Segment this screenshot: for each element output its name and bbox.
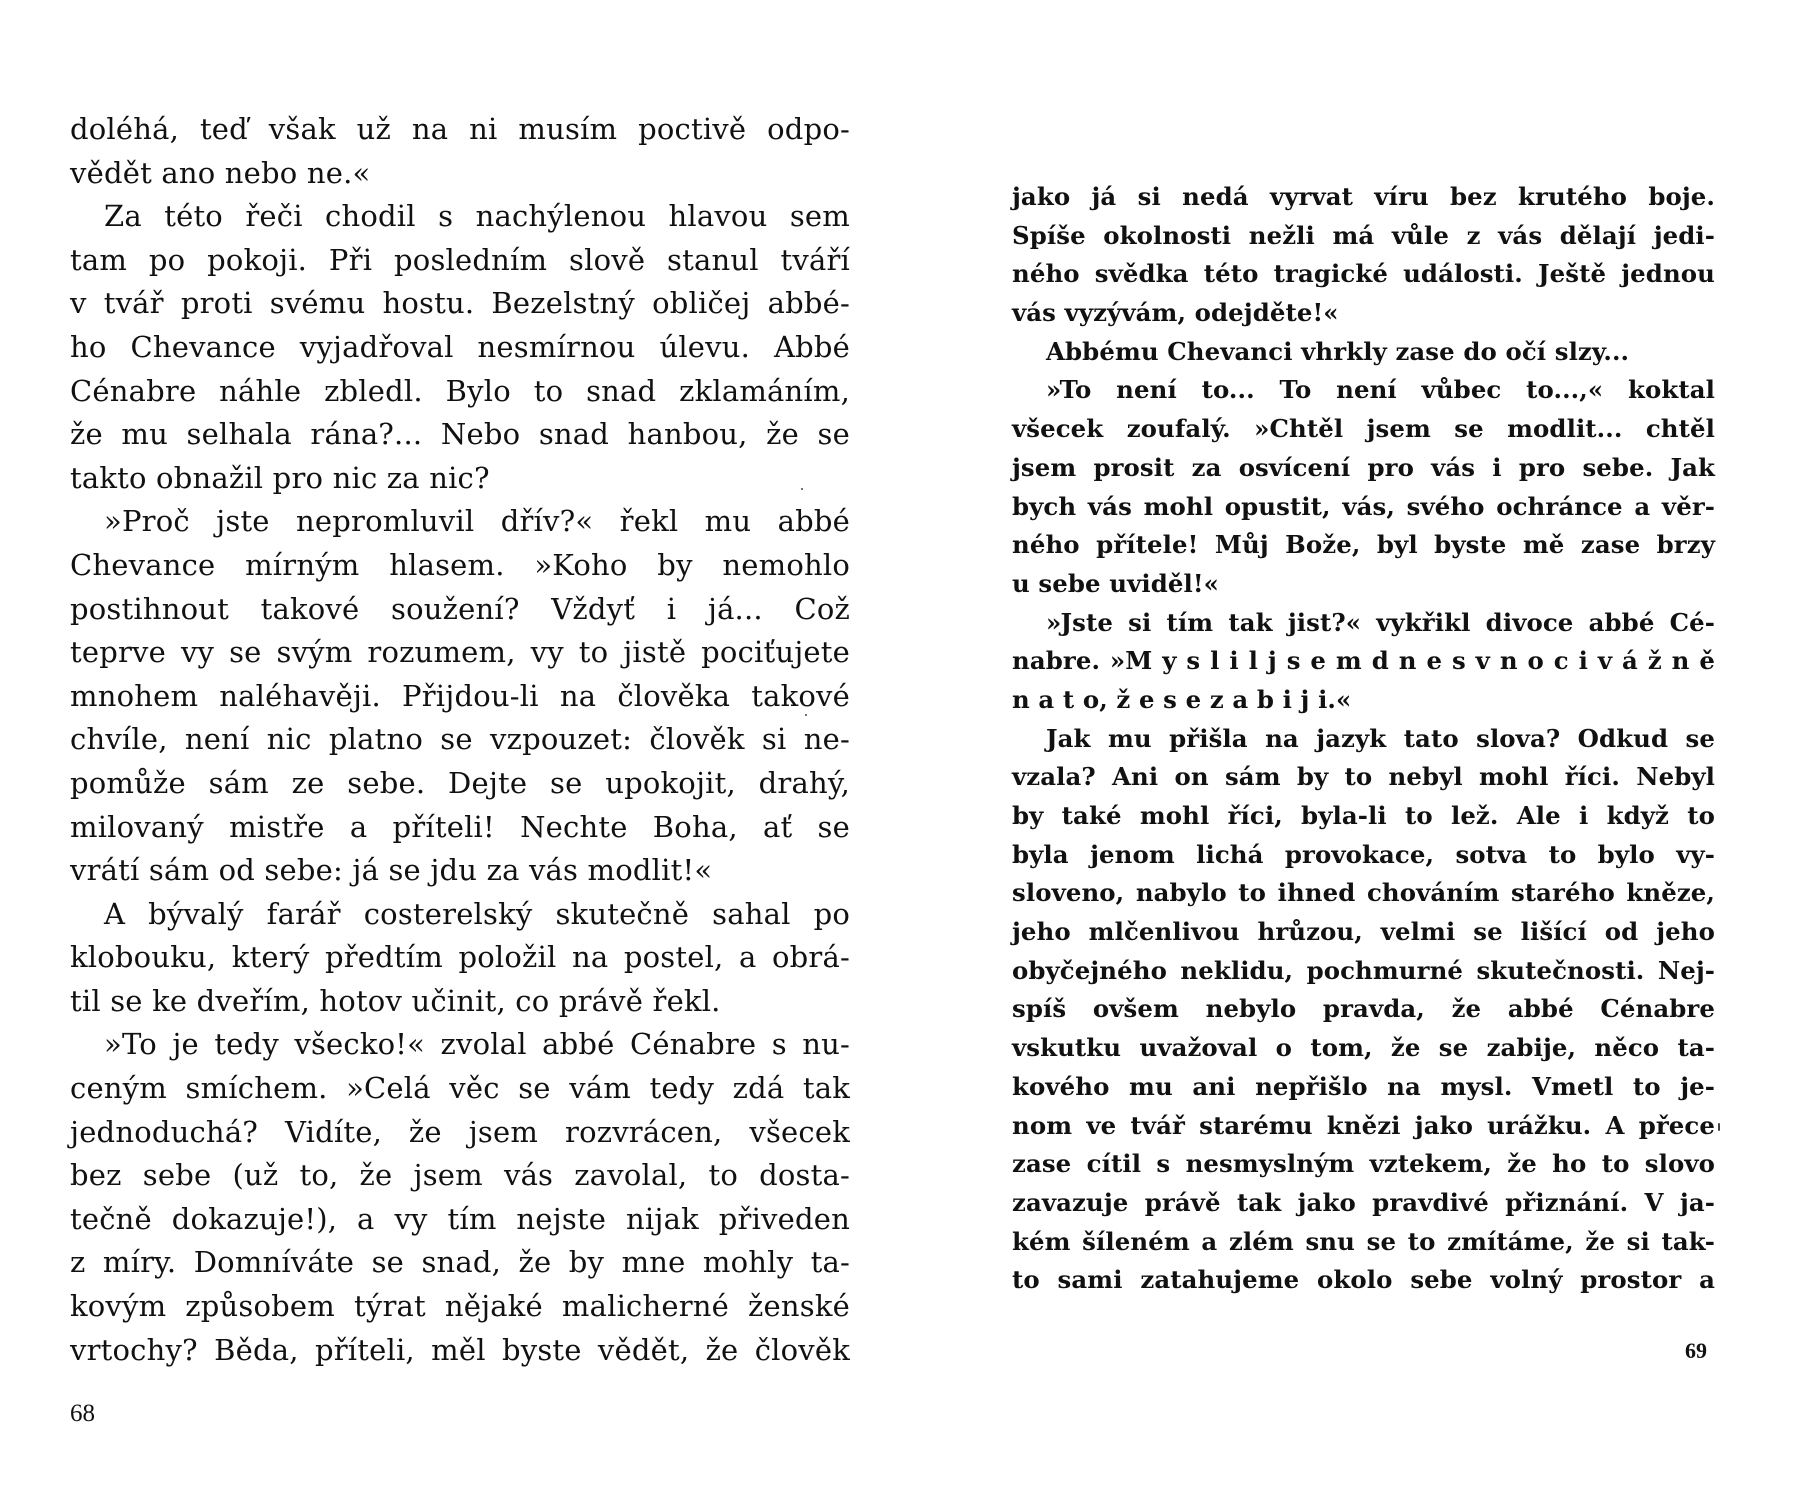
print-speck (805, 714, 807, 716)
text-line: vrátí sám od sebe: já se jdu za vás modlit!« (70, 853, 713, 888)
text-line: jeho mlčenlivou hrůzou, velmi se lišící od jeho (1012, 917, 1715, 947)
text-line: vrtochy? Běda, příteli, měl byste vědět, že člověk (70, 1332, 850, 1367)
text-line: til se ke dveřím, hotov učinit, co právě řekl. (70, 983, 721, 1018)
text-line: bych vás mohl opustit, vás, svého ochránce a věr- (1012, 491, 1715, 521)
text-line: »To není to... To není vůbec to...,« koktal (1046, 375, 1715, 405)
left-page (70, 108, 850, 1372)
text-line: chvíle, není nic platno se vzpouzet: člověk si ne- (70, 722, 850, 757)
left-page-text (70, 108, 850, 1372)
text-line: všecek zoufalý. »Chtěl jsem se modlit... chtěl (1012, 414, 1715, 444)
text-line: nabre. »M y s l i l j s e m d n e s v n o c i v á ž n ě (1012, 646, 1715, 676)
text-line: ceným smíchem. »Celá věc se vám tedy zdá tak (70, 1071, 850, 1106)
text-line: Cénabre náhle zbledl. Bylo to snad zklamáním, (70, 373, 850, 408)
text-line: Za této řeči chodil s nachýlenou hlavou sem (104, 199, 850, 234)
text-line: zase cítil s nesmyslným vztekem, že ho to slovo (1012, 1149, 1715, 1179)
text-line: to sami zatahujeme okolo sebe volný prostor a (1012, 1265, 1715, 1295)
text-line: v tvář proti svému hostu. Bezelstný obličej abbé- (70, 286, 850, 321)
text-line: Chevance mírným hlasem. »Koho by nemohlo (70, 547, 850, 582)
right-page-number: 69 (1685, 1338, 1707, 1363)
text-line: spíš ovšem nebylo pravda, že abbé Cénabre (1012, 994, 1715, 1024)
left-page-number: 68 (70, 1400, 95, 1427)
text-line: n a t o, ž e s e z a b i j i.« (1012, 684, 1352, 714)
text-line: jednoduchá? Vidíte, že jsem rozvrácen, všecek (70, 1114, 850, 1149)
text-line: »Jste si tím tak jist?« vykřikl divoce abbé Cé- (1046, 607, 1715, 637)
text-line: klobouku, který předtím položil na postel, a obrá- (70, 940, 850, 975)
text-line: A bývalý farář costerelský skutečně sahal po (104, 896, 850, 931)
text-line: Spíše okolnosti nežli má vůle z vás dělají jedi- (1012, 220, 1715, 250)
text-line: tam po pokoji. Při posledním slově stanul tváří (70, 242, 850, 277)
text-line: vzala? Ani on sám by to nebyl mohl říci. Nebyl (1012, 762, 1715, 792)
text-line: ného svědka této tragické události. Ještě jednou (1012, 259, 1715, 289)
right-page (1012, 178, 1715, 1300)
text-line: takto obnažil pro nic za nic? (70, 460, 490, 495)
text-line: postihnout takové soužení? Vždyť i já... Což (70, 591, 850, 626)
print-speck (801, 488, 803, 490)
text-line: by také mohl říci, byla-li to lež. Ale i když to (1012, 801, 1715, 830)
right-page-text (1012, 178, 1715, 1300)
text-line: bez sebe (už to, že jsem vás zavolal, to dosta- (70, 1158, 850, 1193)
text-line: jako já si nedá vyrvat víru bez krutého boje. (1012, 182, 1715, 211)
text-line: kovým způsobem týrat nějaké malicherné ženské (70, 1289, 850, 1324)
text-line: zavazuje právě tak jako pravdivé přiznání. V ja- (1012, 1187, 1715, 1217)
print-speck (1718, 1123, 1720, 1131)
text-line: vás vyzývám, odejděte!« (1012, 298, 1339, 328)
text-line: kového mu ani nepřišlo na mysl. Vmetl to je- (1012, 1071, 1715, 1101)
text-line: teprve vy se svým rozumem, vy to jistě pociťujete (70, 635, 850, 670)
text-line: ho Chevance vyjadřoval nesmírnou úlevu. Abbé (70, 329, 850, 364)
text-line: z míry. Domníváte se snad, že by mne mohly ta- (70, 1245, 850, 1280)
text-line: obyčejného neklidu, pochmurné skutečnosti. Nej- (1012, 955, 1715, 985)
text-line: nom ve tvář starému knězi jako urážku. A přece (1012, 1110, 1715, 1140)
text-line: jsem prosit za osvícení pro vás i pro sebe. Jak (1012, 452, 1715, 482)
text-line: doléhá, teď však už na ni musím poctivě odpo- (70, 112, 850, 146)
text-line: Abbému Chevanci vhrkly zase do očí slzy... (1046, 336, 1630, 366)
text-line: kém šíleném a zlém snu se to zmítáme, že si tak- (1012, 1226, 1715, 1256)
text-line: byla jenom lichá provokace, sotva to bylo vy- (1012, 839, 1715, 869)
text-line: Jak mu přišla na jazyk tato slova? Odkud se (1046, 723, 1715, 753)
text-line: že mu selhala rána?... Nebo snad hanbou, že se (70, 417, 850, 452)
text-line: milovaný mistře a příteli! Nechte Boha, ať se (70, 809, 850, 844)
text-line: u sebe uviděl!« (1012, 568, 1219, 598)
text-line: ného přítele! Můj Bože, byl byste mě zase brzy (1012, 530, 1715, 560)
text-line: tečně dokazuje!), a vy tím nejste nijak přiveden (70, 1201, 850, 1236)
text-line: »Proč jste nepromluvil dřív?« řekl mu abbé (104, 504, 850, 539)
text-line: mnohem naléhavěji. Přijdou-li na člověka takové (70, 678, 850, 713)
text-line: vědět ano nebo ne.« (70, 155, 371, 190)
text-line: pomůže sám ze sebe. Dejte se upokojit, drahý, (70, 765, 850, 800)
text-line: »To je tedy všecko!« zvolal abbé Cénabre s nu- (104, 1027, 850, 1062)
text-line: vskutku uvažoval o tom, že se zabije, něco ta- (1012, 1033, 1715, 1063)
text-line: sloveno, nabylo to ihned chováním starého kněze, (1012, 878, 1715, 908)
